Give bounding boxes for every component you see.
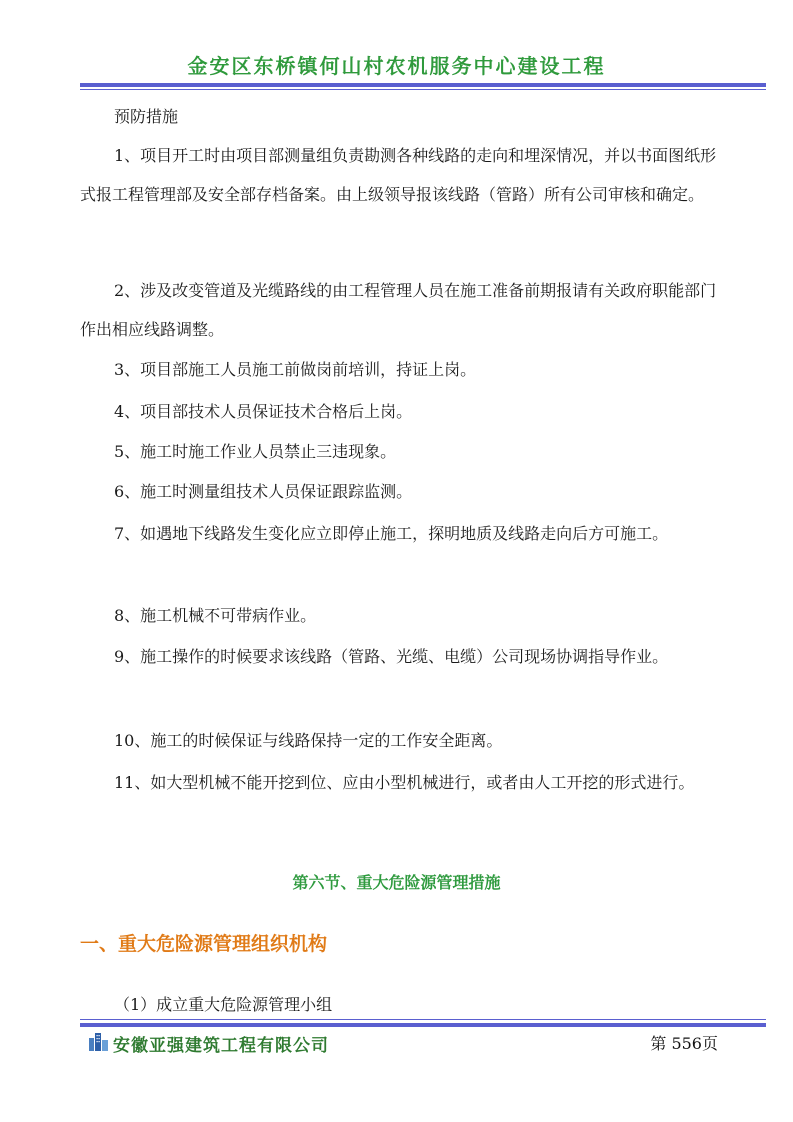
paragraph-item-4: 4、项目部技术人员保证技术合格后上岗。 <box>114 402 413 421</box>
paragraph-item-7: 7、如遇地下线路发生变化应立即停止施工，探明地质及线路走向后方可施工。 <box>114 524 669 543</box>
building-icon <box>88 1030 110 1052</box>
sub-item-1: （1）成立重大危险源管理小组 <box>114 995 333 1014</box>
footer-rule-thin <box>80 1019 766 1020</box>
document-header-title: 金安区东桥镇何山村农机服务中心建设工程 <box>187 54 606 78</box>
paragraph-item-8: 8、施工机械不可带病作业。 <box>114 606 317 625</box>
header-rule-thin <box>80 89 766 90</box>
paragraph-prevention-title: 预防措施 <box>114 107 179 126</box>
heading-level-1: 一、重大危险源管理组织机构 <box>80 933 328 955</box>
paragraph-item-3: 3、项目部施工人员施工前做岗前培训，持证上岗。 <box>114 360 477 379</box>
paragraph-item-9: 9、施工操作的时候要求该线路（管路、光缆、电缆）公司现场协调指导作业。 <box>114 647 669 666</box>
footer-company-name: 安徽亚强建筑工程有限公司 <box>113 1036 329 1056</box>
paragraph-item-10: 10、施工的时候保证与线路保持一定的工作安全距离。 <box>114 731 503 750</box>
paragraph-item-1: 1、项目开工时由项目部测量组负责勘测各种线路的走向和埋深情况，并以书面图纸形式报工程管理部及安全部存档备案。由上级领导报该线路（管路）所有公司审核和确定。 <box>80 146 717 204</box>
footer-page-number: 第 556页 <box>650 1034 718 1053</box>
footer-rule-thick <box>80 1023 766 1027</box>
paragraph-item-6: 6、施工时测量组技术人员保证跟踪监测。 <box>114 482 413 501</box>
header-rule-thick <box>80 83 766 87</box>
paragraph-item-5: 5、施工时施工作业人员禁止三违现象。 <box>114 442 397 461</box>
section-title: 第六节、重大危险源管理措施 <box>292 873 501 892</box>
paragraph-item-2: 2、涉及改变管道及光缆路线的由工程管理人员在施工准备前期报请有关政府职能部门作出相应线路调整。 <box>80 281 717 339</box>
paragraph-item-11: 11、如大型机械不能开挖到位、应由小型机械进行，或者由人工开挖的形式进行。 <box>114 773 695 792</box>
